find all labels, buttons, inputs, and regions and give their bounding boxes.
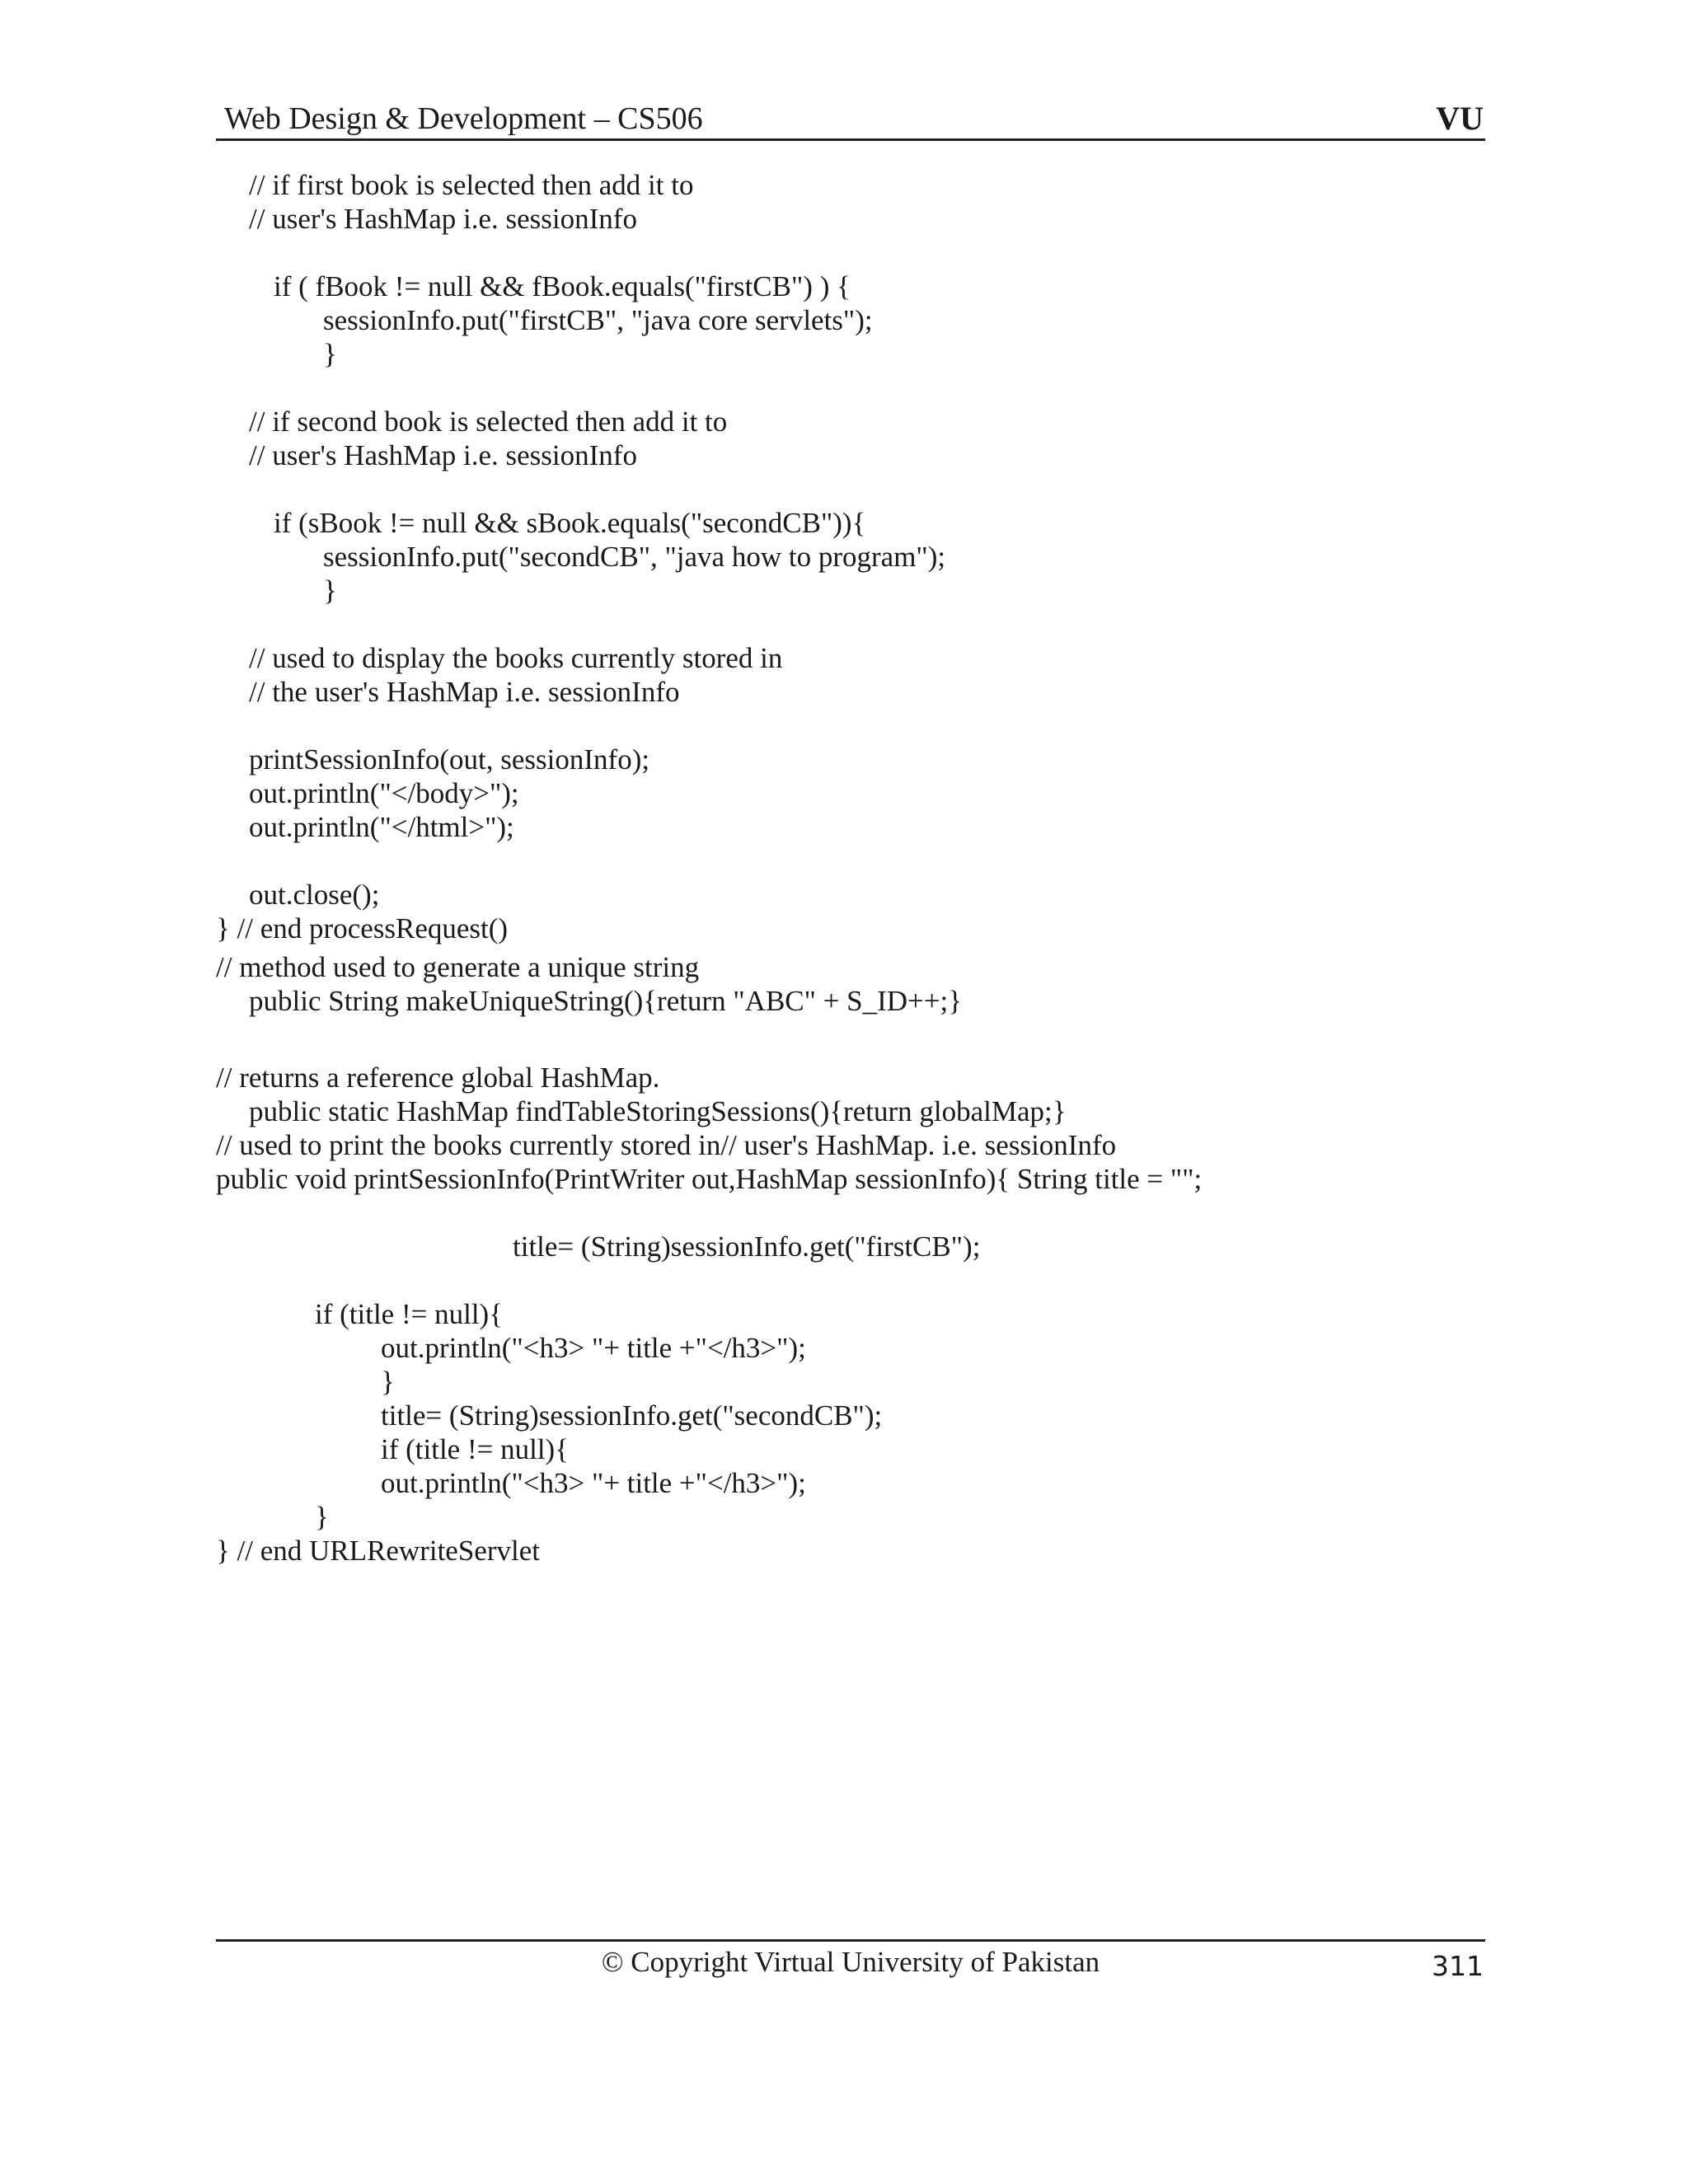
code-line: sessionInfo.put("secondCB", "java how to program"); — [323, 541, 946, 573]
code-line: out.println("<h3> "+ title +"</h3>"); — [381, 1467, 806, 1499]
code-line: public static HashMap findTableStoringSessions(){return globalMap;} — [249, 1095, 1067, 1127]
header-vu-label: VU — [1436, 100, 1484, 137]
page-footer — [216, 1939, 1485, 1991]
code-line: // method used to generate a unique string — [216, 951, 700, 983]
code-line: // user's HashMap i.e. sessionInfo — [249, 203, 637, 235]
code-line: out.println("<h3> "+ title +"</h3>"); — [381, 1332, 806, 1364]
code-line: out.println("</body>"); — [249, 777, 519, 809]
code-line: public void printSessionInfo(PrintWriter out,HashMap sessionInfo){ String title = ""; — [216, 1163, 1203, 1195]
code-line: // used to print the books currently stored in// user's HashMap. i.e. sessionInfo — [216, 1129, 1117, 1161]
code-line: // used to display the books currently stored in — [249, 642, 783, 674]
code-line: // returns a reference global HashMap. — [216, 1062, 660, 1094]
code-line: if (title != null){ — [381, 1433, 570, 1465]
code-line: } // end URLRewriteServlet — [216, 1535, 540, 1567]
code-line: printSessionInfo(out, sessionInfo); — [249, 743, 650, 776]
code-line: sessionInfo.put("firstCB", "java core servlets"); — [323, 304, 873, 336]
code-line: title= (String)sessionInfo.get("firstCB"); — [513, 1230, 981, 1263]
code-line: // user's HashMap i.e. sessionInfo — [249, 439, 637, 471]
code-line: public String makeUniqueString(){return "ABC" + S_ID++;} — [249, 985, 963, 1017]
code-line: if (title != null){ — [315, 1298, 504, 1330]
header-title: Web Design & Development – CS506 — [224, 101, 703, 136]
code-line: } — [315, 1501, 329, 1533]
code-line: // the user's HashMap i.e. sessionInfo — [249, 676, 680, 708]
code-line: title= (String)sessionInfo.get("secondCB"); — [381, 1399, 883, 1432]
code-line: if (sBook != null && sBook.equals("secondCB")){ — [274, 507, 866, 539]
code-line: out.println("</html>"); — [249, 811, 514, 843]
code-line: out.close(); — [249, 879, 380, 911]
code-line: } — [381, 1366, 395, 1398]
code-line: if ( fBook != null && fBook.equals("firstCB") ) { — [274, 270, 851, 302]
page-number: 311 — [1432, 1950, 1484, 1982]
code-line: // if first book is selected then add it to — [249, 169, 694, 201]
page-header — [216, 97, 1485, 141]
code-line: } // end processRequest() — [216, 912, 509, 944]
code-line: } — [323, 338, 337, 370]
code-line: // if second book is selected then add it to — [249, 405, 728, 438]
footer-copyright: © Copyright Virtual University of Pakistan — [601, 1946, 1100, 1978]
code-line: } — [323, 574, 337, 607]
